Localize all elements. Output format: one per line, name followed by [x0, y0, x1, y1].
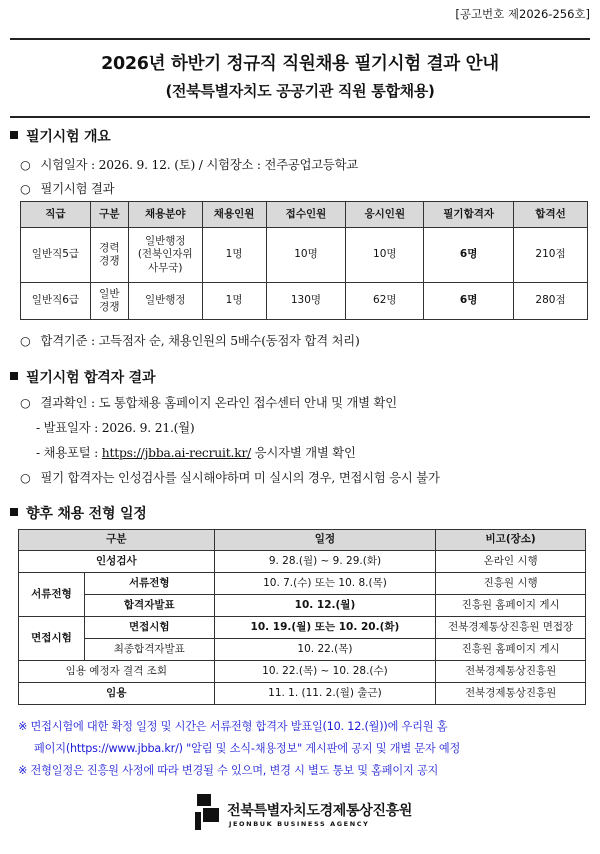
- cell-label: 임용 예정자 결격 조회: [19, 661, 215, 683]
- cell-type: 경력 경쟁: [90, 228, 128, 283]
- title-rule: [10, 116, 590, 118]
- col-field: 채용분야: [128, 202, 202, 228]
- table-row: [19, 595, 586, 617]
- agency-mark-icon: [193, 792, 223, 832]
- cell-took: 10명: [346, 228, 424, 283]
- cell-hire: 1명: [202, 228, 266, 283]
- cell-group: 면접시험: [19, 617, 85, 661]
- note-interview-schedule-1: ※ 면접시험에 대한 확정 일정 및 시간은 서류전형 합격자 발표일(10. 12.(월))에 우리원 홈: [18, 720, 448, 733]
- table-header-row: [19, 530, 586, 551]
- agency-english-name: JEONBUK BUSINESS AGENCY: [229, 820, 370, 828]
- cell-note: 진흥원 홈페이지 게시: [436, 639, 586, 661]
- table-row: [19, 617, 586, 639]
- personality-notice-line: ○ 필기 합격자는 인성검사를 실시해야하며 미 실시의 경우, 면접시험 응시 불가: [20, 471, 440, 485]
- result-check-line: ○ 결과확인 : 도 통합채용 홈페이지 온라인 접수센터 안내 및 개별 확인: [20, 396, 397, 410]
- cell-note: 진흥원 시행: [436, 573, 586, 595]
- section-schedule: 향후 채용 전형 일정: [10, 503, 147, 523]
- page-subtitle: (전북특별자치도 공공기관 직원 통합채용): [165, 82, 435, 100]
- cell-date: 11. 1. (11. 2.(월) 출근): [214, 683, 436, 705]
- announce-date-line: - 발표일자 : 2026. 9. 21.(월): [36, 421, 195, 435]
- agency-name: 전북특별자치도경제통상진흥원: [227, 803, 413, 819]
- exam-date-line: ○ 시험일자 : 2026. 9. 12. (토) / 시험장소 : 전주공업고등학교: [20, 158, 358, 172]
- cell-grade: 일반직6급: [21, 283, 91, 320]
- table-row: [19, 551, 586, 573]
- cell-date: 10. 22.(목): [214, 639, 436, 661]
- table-row: [19, 683, 586, 705]
- table-row: [21, 228, 588, 283]
- cell-cutoff: 280점: [514, 283, 588, 320]
- cell-passed: 6명: [424, 283, 514, 320]
- cell-type: 일반 경쟁: [90, 283, 128, 320]
- top-rule: [10, 38, 590, 40]
- cell-label: 임용: [19, 683, 215, 705]
- page-title: 2026년 하반기 정규직 직원채용 필기시험 결과 안내: [101, 54, 499, 74]
- cell-date: 10. 12.(월): [214, 595, 436, 617]
- section-written-exam-pass-result: 필기시험 합격자 결과: [10, 367, 155, 387]
- agency-logo: [193, 790, 423, 834]
- table-header-row: [21, 202, 588, 228]
- cell-label: 서류전형: [84, 573, 214, 595]
- cell-date: 9. 28.(월) ~ 9. 29.(화): [214, 551, 436, 573]
- table-row: [19, 639, 586, 661]
- col-date: 일정: [214, 530, 436, 551]
- cell-field: 일반행정 (전북인자위 사무국): [128, 228, 202, 283]
- cell-applied: 130명: [266, 283, 346, 320]
- col-category: 구분: [19, 530, 215, 551]
- table-row: [19, 573, 586, 595]
- cell-field: 일반행정: [128, 283, 202, 320]
- recruit-portal-link[interactable]: https://jbba.ai-recruit.kr/: [101, 446, 252, 460]
- cell-date: 10. 7.(수) 또는 10. 8.(목): [214, 573, 436, 595]
- col-type: 구분: [90, 202, 128, 228]
- col-note: 비고(장소): [436, 530, 586, 551]
- cell-label: 합격자발표: [84, 595, 214, 617]
- col-applied: 접수인원: [266, 202, 346, 228]
- section-written-exam-overview: 필기시험 개요: [10, 126, 111, 146]
- exam-result-table: [20, 201, 588, 320]
- cell-applied: 10명: [266, 228, 346, 283]
- cell-date: 10. 19.(월) 또는 10. 20.(화): [214, 617, 436, 639]
- col-cutoff: 합격선: [514, 202, 588, 228]
- table-row: [19, 661, 586, 683]
- table-row: [21, 283, 588, 320]
- cell-label: 최종합격자발표: [84, 639, 214, 661]
- cell-grade: 일반직5급: [21, 228, 91, 283]
- cell-group: 서류전형: [19, 573, 85, 617]
- col-hire: 채용인원: [202, 202, 266, 228]
- cell-cutoff: 210점: [514, 228, 588, 283]
- cell-hire: 1명: [202, 283, 266, 320]
- cell-note: 온라인 시행: [436, 551, 586, 573]
- col-took: 응시인원: [346, 202, 424, 228]
- note-schedule-change: ※ 전형일정은 진흥원 사정에 따라 변경될 수 있으며, 변경 시 별도 통보 및 홈페이지 공지: [18, 764, 439, 777]
- notice-number: [공고번호 제2026-256호]: [455, 7, 590, 21]
- schedule-table: [18, 529, 586, 705]
- note-interview-schedule-2: 페이지(https://www.jbba.kr/) "알림 및 소식-채용정보" 게시판에 공지 및 개별 문자 예정: [34, 742, 461, 755]
- cell-label: 면접시험: [84, 617, 214, 639]
- cell-note: 전북경제통상진흥원: [436, 683, 586, 705]
- cell-label: 인성검사: [19, 551, 215, 573]
- exam-result-line: ○ 필기시험 결과: [20, 182, 115, 196]
- cell-note: 진흥원 홈페이지 게시: [436, 595, 586, 617]
- col-grade: 직급: [21, 202, 91, 228]
- pass-criteria-line: ○ 합격기준 : 고득점자 순, 채용인원의 5배수(동점자 합격 처리): [20, 334, 360, 348]
- cell-passed: 6명: [424, 228, 514, 283]
- col-passed: 필기합격자: [424, 202, 514, 228]
- cell-note: 전북경제통상진흥원 면접장: [436, 617, 586, 639]
- cell-date: 10. 22.(목) ~ 10. 28.(수): [214, 661, 436, 683]
- cell-note: 전북경제통상진흥원: [436, 661, 586, 683]
- cell-took: 62명: [346, 283, 424, 320]
- portal-line: - 채용포털 : https://jbba.ai-recruit.kr/ 응시자별 개별 확인: [36, 446, 356, 460]
